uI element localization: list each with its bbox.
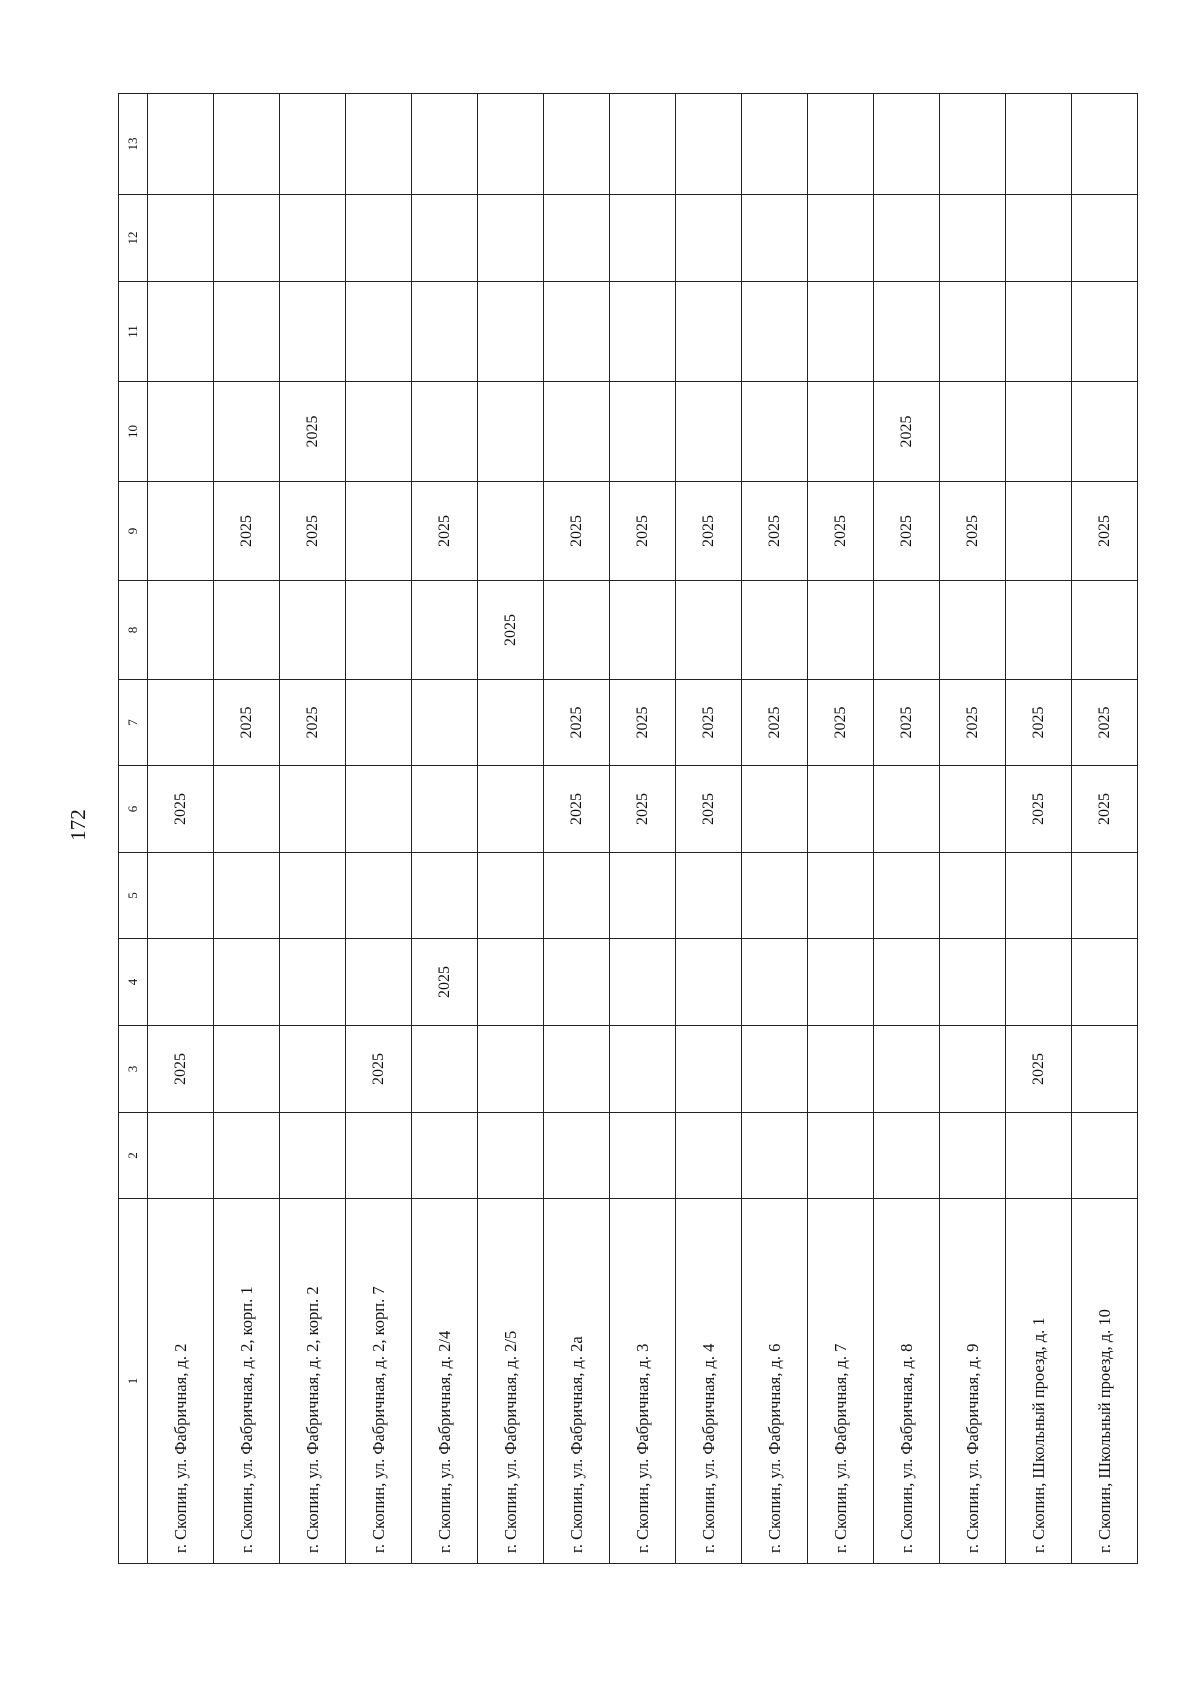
year-cell	[412, 195, 478, 282]
year-cell	[148, 853, 214, 939]
year-cell	[148, 195, 214, 282]
year-cell	[808, 195, 874, 282]
year-cell	[874, 766, 940, 853]
year-cell	[148, 1113, 214, 1199]
year-cell	[742, 581, 808, 680]
year-cell: 2025	[940, 482, 1006, 581]
address-cell: г. Скопин, ул. Фабричная, д. 2/5	[478, 1199, 544, 1564]
year-cell	[610, 939, 676, 1026]
year-cell	[874, 1113, 940, 1199]
column-number-4: 4	[119, 939, 148, 1026]
year-cell	[346, 94, 412, 195]
year-cell	[940, 766, 1006, 853]
year-cell	[1006, 482, 1072, 581]
year-cell	[808, 853, 874, 939]
year-cell	[346, 680, 412, 766]
column-number-10: 10	[119, 382, 148, 482]
year-cell: 2025	[544, 482, 610, 581]
table-row	[1006, 94, 1072, 1564]
year-cell	[676, 94, 742, 195]
year-cell	[1006, 195, 1072, 282]
column-number-7: 7	[119, 680, 148, 766]
year-cell	[346, 195, 412, 282]
year-cell	[742, 939, 808, 1026]
year-cell	[214, 581, 280, 680]
year-cell: 2025	[412, 482, 478, 581]
year-cell: 2025	[280, 680, 346, 766]
address-cell: г. Скопин, ул. Фабричная, д. 2а	[544, 1199, 610, 1564]
year-cell: 2025	[610, 680, 676, 766]
year-cell: 2025	[412, 939, 478, 1026]
year-cell	[412, 1113, 478, 1199]
year-cell: 2025	[610, 482, 676, 581]
year-cell	[478, 1026, 544, 1113]
year-cell	[478, 282, 544, 382]
year-cell	[148, 939, 214, 1026]
year-cell	[676, 382, 742, 482]
year-cell: 2025	[1006, 680, 1072, 766]
year-cell: 2025	[148, 1026, 214, 1113]
year-cell	[544, 1113, 610, 1199]
year-cell	[874, 853, 940, 939]
year-cell	[742, 282, 808, 382]
year-cell	[940, 282, 1006, 382]
address-cell: г. Скопин, Школьный проезд, д. 1	[1006, 1199, 1072, 1564]
year-cell	[148, 282, 214, 382]
year-cell	[874, 282, 940, 382]
column-number-13: 13	[119, 94, 148, 195]
year-cell: 2025	[742, 680, 808, 766]
address-cell: г. Скопин, ул. Фабричная, д. 9	[940, 1199, 1006, 1564]
year-cell	[478, 482, 544, 581]
year-cell	[1072, 382, 1138, 482]
year-cell	[1072, 939, 1138, 1026]
year-cell	[478, 939, 544, 1026]
year-cell	[742, 195, 808, 282]
year-cell	[1006, 1113, 1072, 1199]
table-row	[742, 94, 808, 1564]
year-cell	[1072, 1026, 1138, 1113]
year-cell	[214, 282, 280, 382]
year-cell	[940, 853, 1006, 939]
year-cell	[1072, 1113, 1138, 1199]
year-cell	[610, 1113, 676, 1199]
year-cell	[148, 680, 214, 766]
year-cell: 2025	[808, 482, 874, 581]
year-cell	[742, 1026, 808, 1113]
table-row	[808, 94, 874, 1564]
year-cell	[214, 939, 280, 1026]
year-cell	[544, 939, 610, 1026]
year-cell	[808, 94, 874, 195]
year-cell	[676, 939, 742, 1026]
year-cell: 2025	[1006, 1026, 1072, 1113]
address-cell: г. Скопин, ул. Фабричная, д. 4	[676, 1199, 742, 1564]
address-cell: г. Скопин, ул. Фабричная, д. 2, корп. 1	[214, 1199, 280, 1564]
year-cell	[676, 581, 742, 680]
year-cell	[610, 581, 676, 680]
address-cell: г. Скопин, ул. Фабричная, д. 3	[610, 1199, 676, 1564]
year-cell	[610, 382, 676, 482]
year-cell	[412, 1026, 478, 1113]
year-cell: 2025	[280, 382, 346, 482]
year-cell: 2025	[940, 680, 1006, 766]
year-cell: 2025	[478, 581, 544, 680]
year-cell	[148, 482, 214, 581]
year-cell	[544, 581, 610, 680]
year-cell	[742, 94, 808, 195]
year-cell: 2025	[676, 680, 742, 766]
year-cell	[742, 766, 808, 853]
column-number-3: 3	[119, 1026, 148, 1113]
year-cell	[940, 195, 1006, 282]
year-cell	[808, 766, 874, 853]
year-cell	[214, 195, 280, 282]
year-cell: 2025	[1072, 680, 1138, 766]
year-cell: 2025	[1072, 766, 1138, 853]
year-cell	[412, 382, 478, 482]
year-cell: 2025	[610, 766, 676, 853]
year-cell	[280, 1026, 346, 1113]
year-cell	[478, 94, 544, 195]
table-row	[1072, 94, 1138, 1564]
page-number: 172	[65, 809, 90, 841]
year-cell	[808, 939, 874, 1026]
year-cell	[1006, 94, 1072, 195]
year-cell: 2025	[544, 680, 610, 766]
year-cell	[346, 853, 412, 939]
schedule-table-container	[118, 94, 1114, 1564]
year-cell	[412, 853, 478, 939]
year-cell	[808, 282, 874, 382]
year-cell	[544, 195, 610, 282]
year-cell	[1006, 939, 1072, 1026]
year-cell	[412, 581, 478, 680]
year-cell	[478, 195, 544, 282]
year-cell	[940, 1026, 1006, 1113]
table-row	[874, 94, 940, 1564]
table-row	[610, 94, 676, 1564]
year-cell: 2025	[808, 680, 874, 766]
table-row	[676, 94, 742, 1564]
year-cell	[676, 1113, 742, 1199]
year-cell	[412, 766, 478, 853]
year-cell	[280, 581, 346, 680]
year-cell	[940, 382, 1006, 482]
table-row	[148, 94, 214, 1564]
year-cell: 2025	[346, 1026, 412, 1113]
year-cell: 2025	[874, 482, 940, 581]
column-number-12: 12	[119, 195, 148, 282]
year-cell	[346, 382, 412, 482]
year-cell	[610, 282, 676, 382]
address-cell: г. Скопин, ул. Фабричная, д. 2	[148, 1199, 214, 1564]
year-cell	[1072, 282, 1138, 382]
year-cell	[412, 94, 478, 195]
year-cell	[808, 581, 874, 680]
table-row	[940, 94, 1006, 1564]
year-cell: 2025	[148, 766, 214, 853]
year-cell	[874, 581, 940, 680]
year-cell	[544, 94, 610, 195]
year-cell	[1006, 282, 1072, 382]
column-number-2: 2	[119, 1113, 148, 1199]
column-number-8: 8	[119, 581, 148, 680]
column-number-row	[119, 94, 148, 1564]
year-cell	[1006, 853, 1072, 939]
year-cell	[808, 1113, 874, 1199]
address-cell: г. Скопин, ул. Фабричная, д. 2, корп. 2	[280, 1199, 346, 1564]
year-cell: 2025	[1006, 766, 1072, 853]
year-cell	[346, 482, 412, 581]
year-cell	[214, 94, 280, 195]
year-cell	[148, 581, 214, 680]
table-row	[544, 94, 610, 1564]
year-cell	[544, 853, 610, 939]
column-number-6: 6	[119, 766, 148, 853]
address-cell: г. Скопин, ул. Фабричная, д. 7	[808, 1199, 874, 1564]
table-body	[148, 94, 1138, 1564]
address-cell: г. Скопин, ул. Фабричная, д. 2/4	[412, 1199, 478, 1564]
year-cell	[214, 1113, 280, 1199]
year-cell	[610, 94, 676, 195]
year-cell	[346, 581, 412, 680]
year-cell: 2025	[544, 766, 610, 853]
year-cell	[676, 853, 742, 939]
year-cell	[1006, 581, 1072, 680]
column-number-11: 11	[119, 282, 148, 382]
year-cell	[478, 766, 544, 853]
year-cell	[874, 195, 940, 282]
year-cell	[676, 1026, 742, 1113]
year-cell: 2025	[874, 382, 940, 482]
year-cell	[478, 853, 544, 939]
year-cell	[280, 766, 346, 853]
column-number-1: 1	[119, 1199, 148, 1564]
year-cell	[280, 1113, 346, 1199]
year-cell	[412, 680, 478, 766]
year-cell	[676, 195, 742, 282]
year-cell	[940, 581, 1006, 680]
year-cell	[544, 382, 610, 482]
year-cell	[610, 195, 676, 282]
address-cell: г. Скопин, ул. Фабричная, д. 2, корп. 7	[346, 1199, 412, 1564]
year-cell	[940, 94, 1006, 195]
year-cell: 2025	[214, 680, 280, 766]
year-cell	[214, 1026, 280, 1113]
year-cell	[874, 939, 940, 1026]
year-cell	[1072, 581, 1138, 680]
year-cell: 2025	[676, 482, 742, 581]
year-cell	[544, 1026, 610, 1113]
year-cell	[1006, 382, 1072, 482]
year-cell: 2025	[280, 482, 346, 581]
table-row	[478, 94, 544, 1564]
year-cell	[808, 382, 874, 482]
year-cell	[280, 939, 346, 1026]
year-cell	[280, 853, 346, 939]
year-cell: 2025	[874, 680, 940, 766]
year-cell	[808, 1026, 874, 1113]
year-cell	[544, 282, 610, 382]
table-row	[214, 94, 280, 1564]
column-number-5: 5	[119, 853, 148, 939]
column-number-9: 9	[119, 482, 148, 581]
year-cell	[148, 382, 214, 482]
address-cell: г. Скопин, ул. Фабричная, д. 6	[742, 1199, 808, 1564]
table-row	[412, 94, 478, 1564]
table-row	[280, 94, 346, 1564]
year-cell	[610, 1026, 676, 1113]
year-cell	[280, 282, 346, 382]
year-cell: 2025	[1072, 482, 1138, 581]
year-cell	[346, 766, 412, 853]
year-cell	[478, 1113, 544, 1199]
year-cell	[940, 939, 1006, 1026]
year-cell	[610, 853, 676, 939]
year-cell	[214, 853, 280, 939]
year-cell	[676, 282, 742, 382]
year-cell	[280, 94, 346, 195]
address-cell: г. Скопин, ул. Фабричная, д. 8	[874, 1199, 940, 1564]
year-cell	[1072, 195, 1138, 282]
year-cell	[214, 766, 280, 853]
address-cell: г. Скопин, Школьный проезд, д. 10	[1072, 1199, 1138, 1564]
year-cell	[874, 1026, 940, 1113]
year-cell	[742, 853, 808, 939]
year-cell	[412, 282, 478, 382]
year-cell	[346, 282, 412, 382]
year-cell: 2025	[214, 482, 280, 581]
year-cell	[1072, 94, 1138, 195]
year-cell	[346, 939, 412, 1026]
year-cell	[742, 382, 808, 482]
schedule-table	[118, 93, 1138, 1564]
year-cell	[280, 195, 346, 282]
year-cell	[742, 1113, 808, 1199]
year-cell	[148, 94, 214, 195]
year-cell: 2025	[742, 482, 808, 581]
year-cell	[940, 1113, 1006, 1199]
year-cell	[214, 382, 280, 482]
year-cell	[478, 680, 544, 766]
year-cell	[1072, 853, 1138, 939]
year-cell	[478, 382, 544, 482]
year-cell	[874, 94, 940, 195]
table-row	[346, 94, 412, 1564]
year-cell: 2025	[676, 766, 742, 853]
year-cell	[346, 1113, 412, 1199]
